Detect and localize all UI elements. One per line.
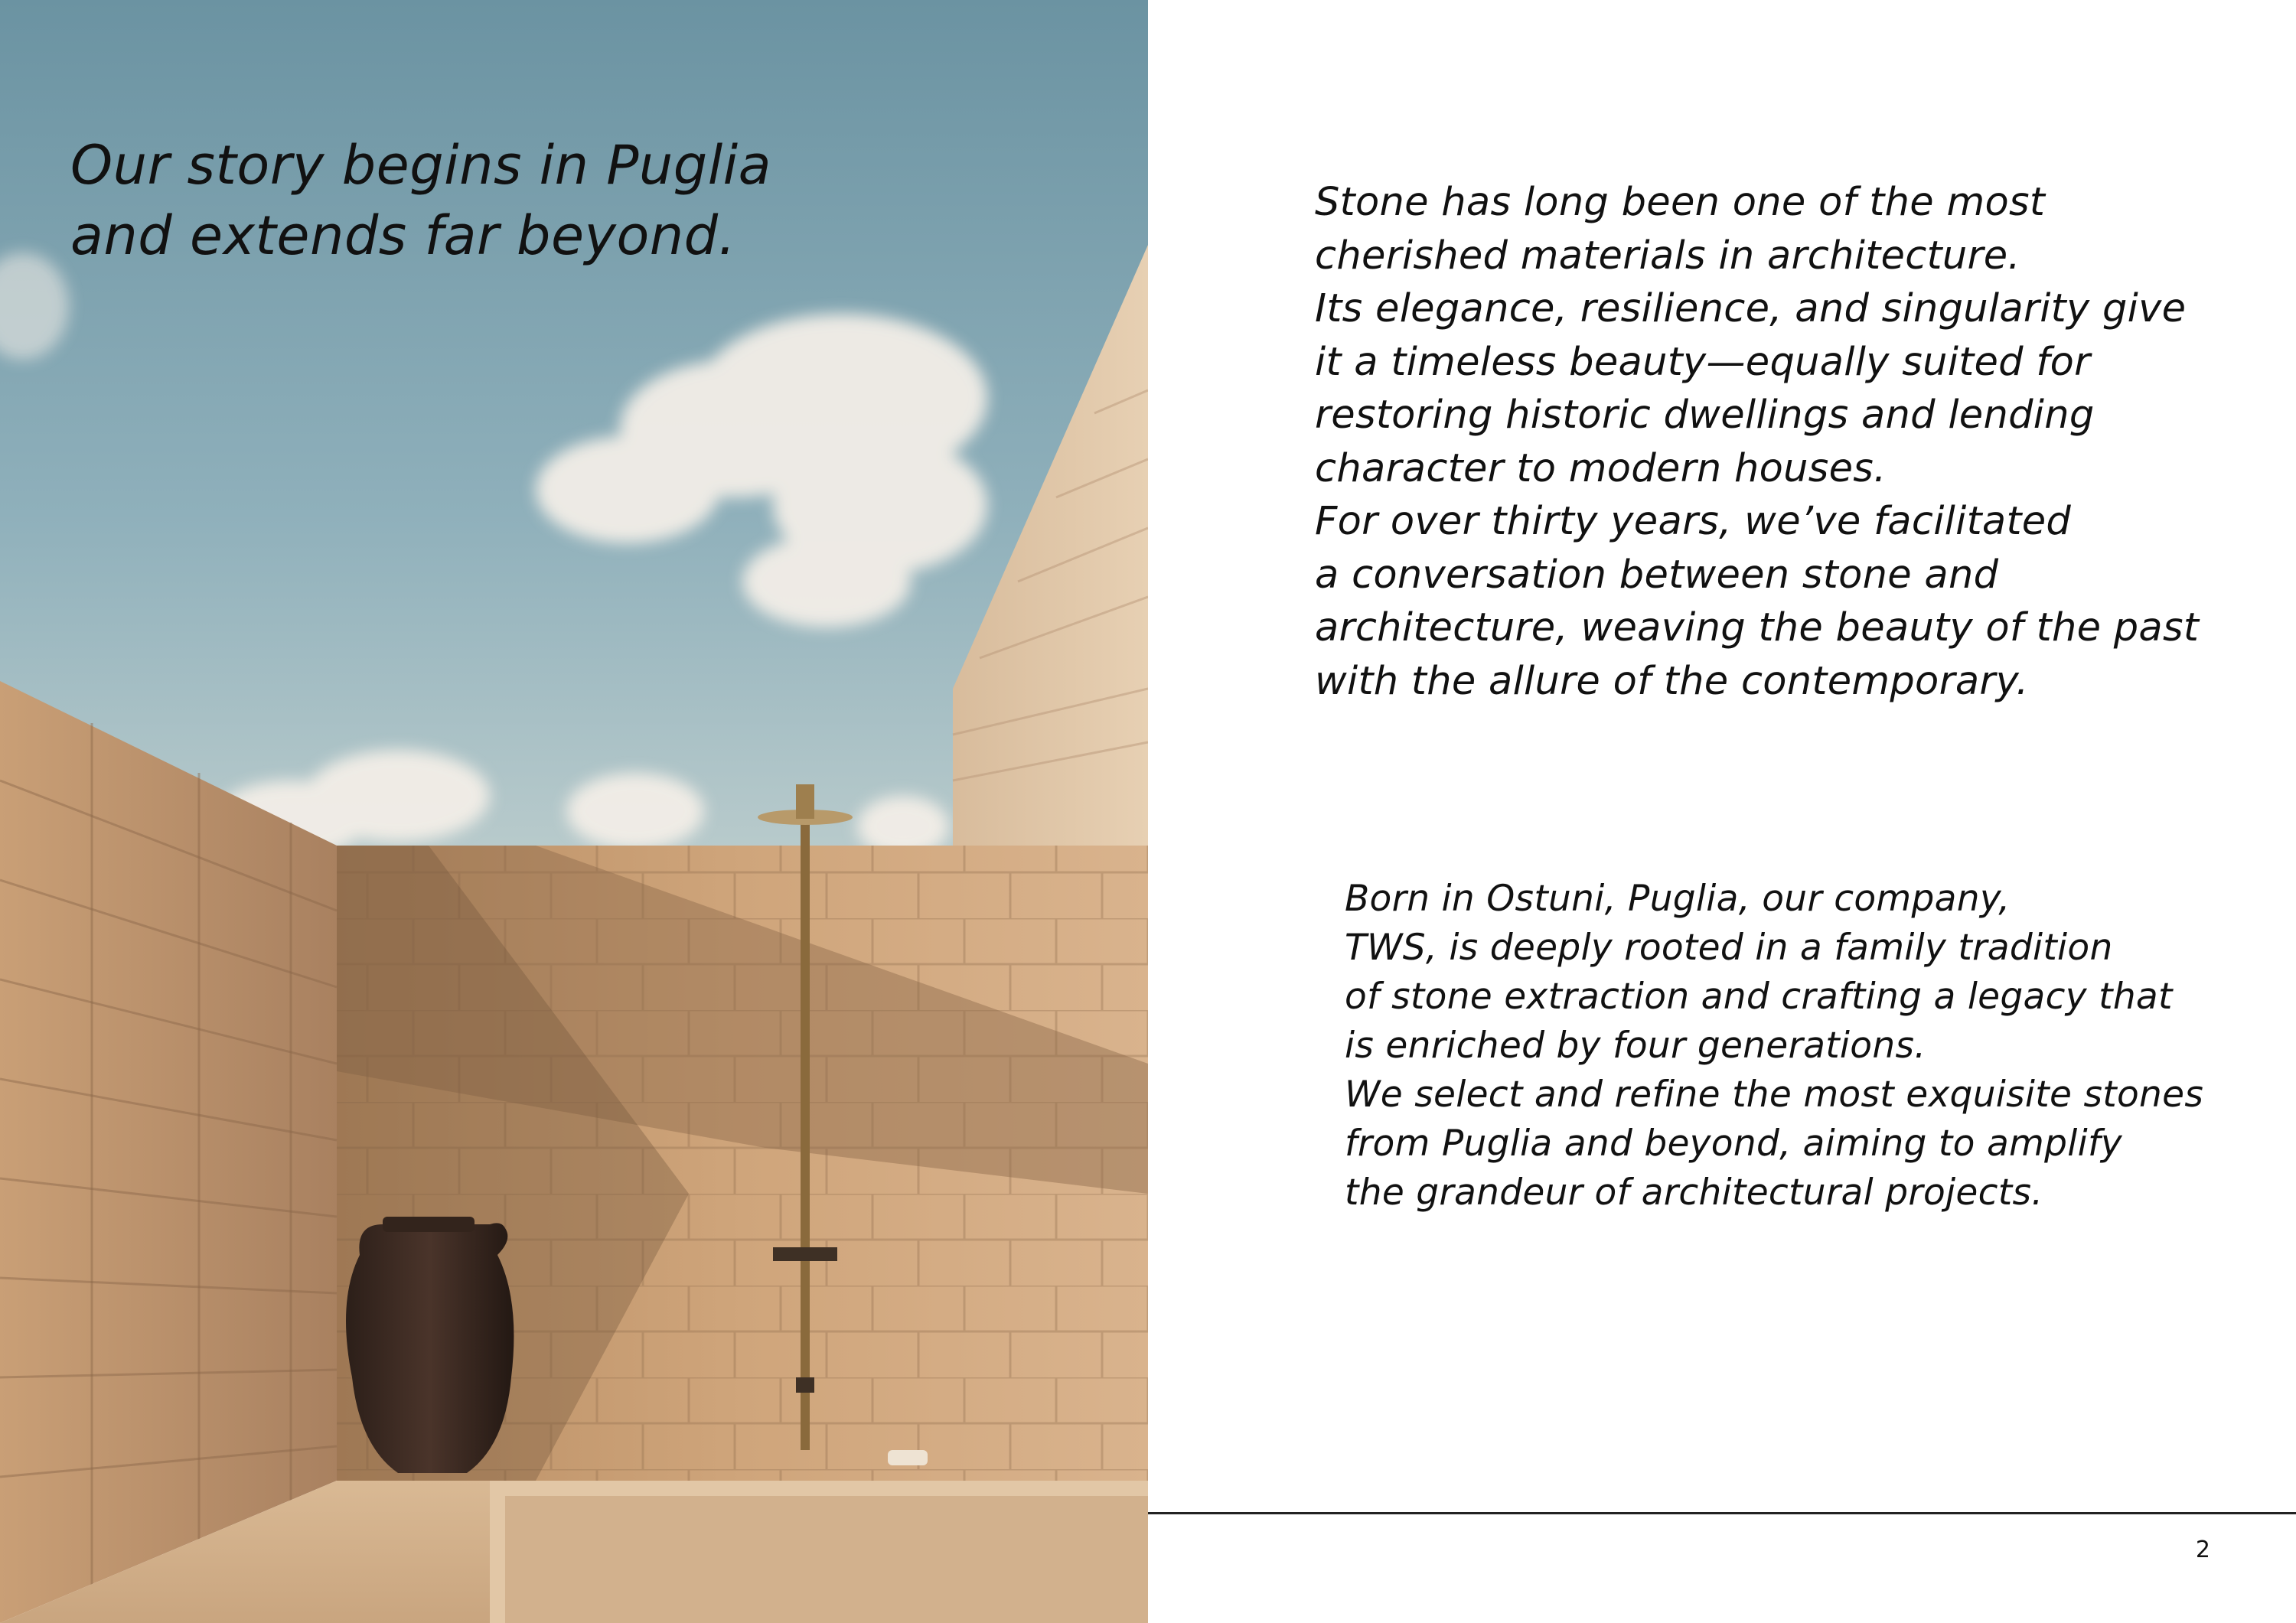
headline-line: Our story begins in Puglia — [70, 134, 772, 197]
intro-paragraph — [1315, 176, 2199, 708]
origin-line: from Puglia and beyond, aiming to amplify — [1345, 1123, 2122, 1165]
origin-paragraph — [1345, 875, 2203, 1217]
origin-line: the grandeur of architectural projects. — [1345, 1172, 2043, 1214]
page-headline — [70, 130, 1065, 271]
intro-line: it a timeless beauty—equally suited for — [1315, 339, 2091, 385]
origin-line: Born in Ostuni, Puglia, our company, — [1345, 878, 2011, 920]
footer-divider — [1148, 1512, 2296, 1514]
intro-line: with the allure of the contemporary. — [1315, 658, 2029, 704]
intro-line: a conversation between stone and — [1315, 552, 1999, 598]
page-number: 2 — [2195, 1537, 2210, 1563]
intro-line: architecture, weaving the beauty of the past — [1315, 605, 2200, 650]
intro-line: For over thirty years, we’ve facilitated — [1315, 499, 2072, 544]
origin-line: is enriched by four generations. — [1345, 1025, 1926, 1067]
intro-line: character to modern houses. — [1315, 445, 1887, 491]
intro-line: cherished materials in architecture. — [1315, 233, 2020, 279]
origin-line: We select and refine the most exquisite stones — [1345, 1074, 2204, 1116]
intro-line: Its elegance, resilience, and singularity give — [1315, 286, 2187, 331]
origin-line: of stone extraction and crafting a legacy that — [1345, 976, 2173, 1018]
origin-line: TWS, is deeply rooted in a family tradition — [1345, 927, 2113, 969]
intro-line: Stone has long been one of the most — [1315, 180, 2046, 225]
intro-line: restoring historic dwellings and lending — [1315, 393, 2095, 438]
headline-line: and extends far beyond. — [70, 204, 736, 267]
